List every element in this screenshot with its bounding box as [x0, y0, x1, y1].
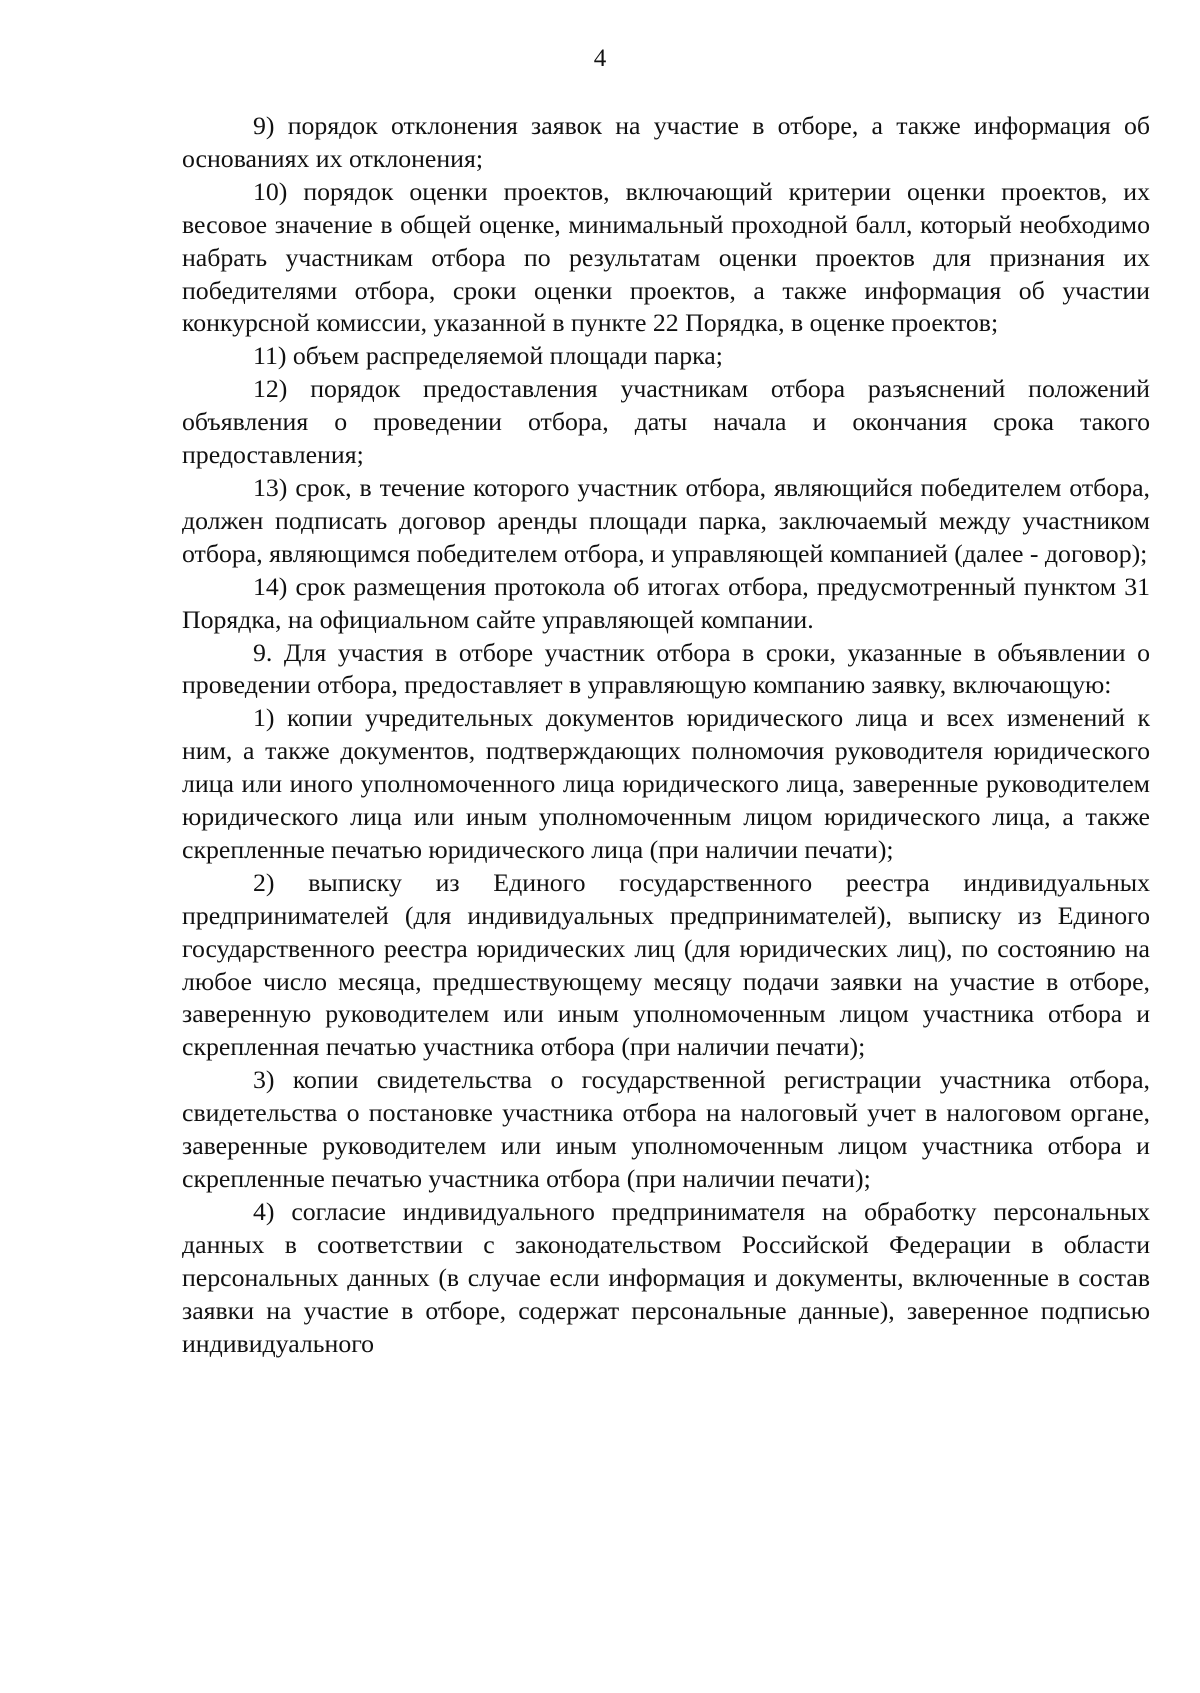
paragraph-subitem-1: 1) копии учредительных документов юридического лица и всех изменений к ним, а также документов, подтверждающих полномочия руководителя юридического лица или иного уполномоченного лица юридического лица, заверенные руководителем юридического лица или иным уполномоченным лицом юридического лица, а также скрепленные печатью юридического лица (при наличии печати); — [182, 703, 1150, 864]
paragraph-clause-9: 9. Для участия в отборе участник отбора в сроки, указанные в объявлении о проведении отбора, предоставляет в управляющую компанию заявку, включающую: — [182, 637, 1150, 700]
paragraph-subitem-4: 4) согласие индивидуального предпринимателя на обработку персональных данных в соответствии с законодательством Российской Федерации в области персональных данных (в случае если информация и документы, включенные в состав заявки на участие в отборе, содержат персональные данные), заверенное подписью индивидуального — [182, 1196, 1150, 1358]
paragraph-item-10: 10) порядок оценки проектов, включающий критерии оценки проектов, их весовое значение в общей оценке, минимальный проходной балл, который необходимо набрать участникам отбора по результатам оценки проектов для признания их победителями отбора, сроки оценки проектов, а также информация об участии конкурсной комиссии, указанной в пункте 22 Порядка, в оценке проектов; — [182, 176, 1150, 338]
paragraph-subitem-3: 3) копии свидетельства о государственной регистрации участника отбора, свидетельства о постановке участника отбора на налоговый учет в налоговом органе, заверенные руководителем или иным уполномоченным лицом участника отбора и скрепленные печатью участника отбора (при наличии печати); — [182, 1065, 1150, 1193]
document-body — [182, 110, 1150, 1360]
paragraph-item-14: 14) срок размещения протокола об итогах отбора, предусмотренный пунктом 31 Порядка, на официальном сайте управляющей компании. — [182, 571, 1150, 634]
page-number: 4 — [593, 45, 607, 72]
paragraph-subitem-2: 2) выписку из Единого государственного реестра индивидуальных предпринимателей (для индивидуальных предпринимателей), выписку из Единого государственного реестра юридических лиц (для юридических лиц), по состоянию на любое число месяца, предшествующему месяцу подачи заявки на участие в отборе, заверенную руководителем или иным уполномоченным лицом участника отбора и скрепленная печатью участника отбора (при наличии печати); — [182, 867, 1150, 1062]
paragraph-item-12: 12) порядок предоставления участникам отбора разъяснений положений объявления о проведении отбора, даты начала и окончания срока такого предоставления; — [182, 374, 1150, 470]
paragraph-item-13: 13) срок, в течение которого участник отбора, являющийся победителем отбора, должен подписать договор аренды площади парка, заключаемый между участником отбора, являющимся победителем отбора, и управляющей компанией (далее - договор); — [182, 472, 1150, 568]
paragraph-item-11: 11) объем распределяемой площади парка; — [253, 341, 723, 371]
paragraph-item-9: 9) порядок отклонения заявок на участие в отборе, а также информация об основаниях их отклонения; — [182, 111, 1150, 173]
